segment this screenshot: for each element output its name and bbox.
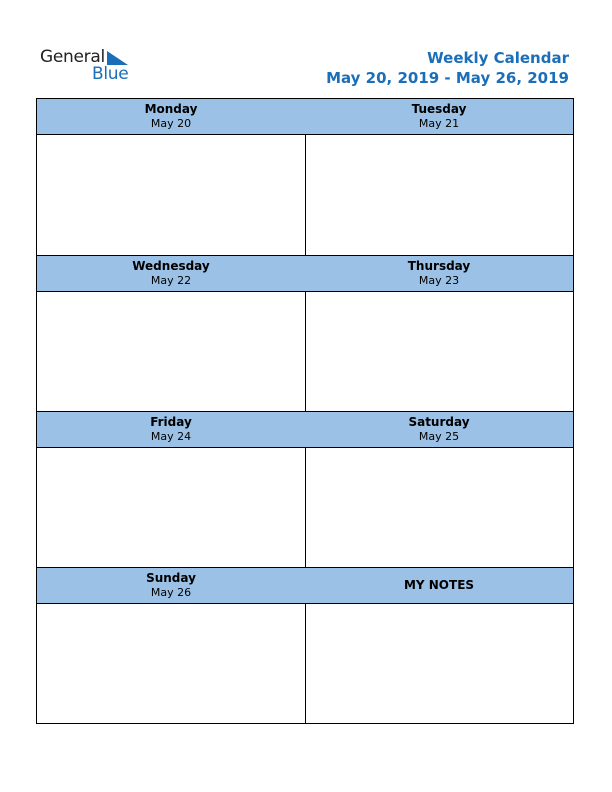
day-date: May 25 <box>418 430 460 443</box>
day-name: Saturday <box>408 415 470 429</box>
day-cell-saturday <box>305 411 573 567</box>
day-name: Tuesday <box>411 102 467 116</box>
day-cell-monday <box>37 99 306 255</box>
day-cell-sunday <box>37 567 306 723</box>
day-cell-tuesday <box>305 99 573 255</box>
notes-cell <box>305 567 573 723</box>
notes-header <box>305 568 573 604</box>
logo-blue-text: Blue <box>92 64 129 84</box>
logo <box>40 47 140 87</box>
calendar-grid <box>36 98 574 724</box>
day-body[interactable] <box>37 135 305 254</box>
page-title: Weekly Calendar <box>427 49 569 67</box>
day-header <box>37 256 305 292</box>
day-cell-wednesday <box>37 255 306 411</box>
logo-triangle-icon <box>107 51 128 65</box>
day-date: May 23 <box>418 274 460 287</box>
notes-body[interactable] <box>305 604 573 723</box>
day-body[interactable] <box>37 448 305 567</box>
day-header <box>305 412 573 448</box>
day-body[interactable] <box>37 292 305 411</box>
day-name: Wednesday <box>132 259 210 273</box>
day-date: May 21 <box>418 117 460 130</box>
day-header <box>37 568 305 604</box>
day-body[interactable] <box>37 604 305 723</box>
logo-general-text: General <box>40 47 105 67</box>
day-date: May 24 <box>150 430 192 443</box>
day-body[interactable] <box>305 448 573 567</box>
day-name: Sunday <box>146 571 196 585</box>
day-name: Monday <box>144 102 198 116</box>
title-block <box>326 48 569 88</box>
day-header <box>37 99 305 135</box>
date-range: May 20, 2019 - May 26, 2019 <box>326 69 569 87</box>
day-name: Friday <box>150 415 192 429</box>
day-cell-thursday <box>305 255 573 411</box>
day-header <box>37 412 305 448</box>
day-name: Thursday <box>407 259 471 273</box>
day-body[interactable] <box>305 292 573 411</box>
day-date: May 20 <box>150 117 192 130</box>
day-header <box>305 99 573 135</box>
notes-title: MY NOTES <box>403 578 475 592</box>
day-date: May 26 <box>150 586 192 599</box>
day-date: May 22 <box>150 274 192 287</box>
day-header <box>305 256 573 292</box>
day-body[interactable] <box>305 135 573 254</box>
day-cell-friday <box>37 411 306 567</box>
